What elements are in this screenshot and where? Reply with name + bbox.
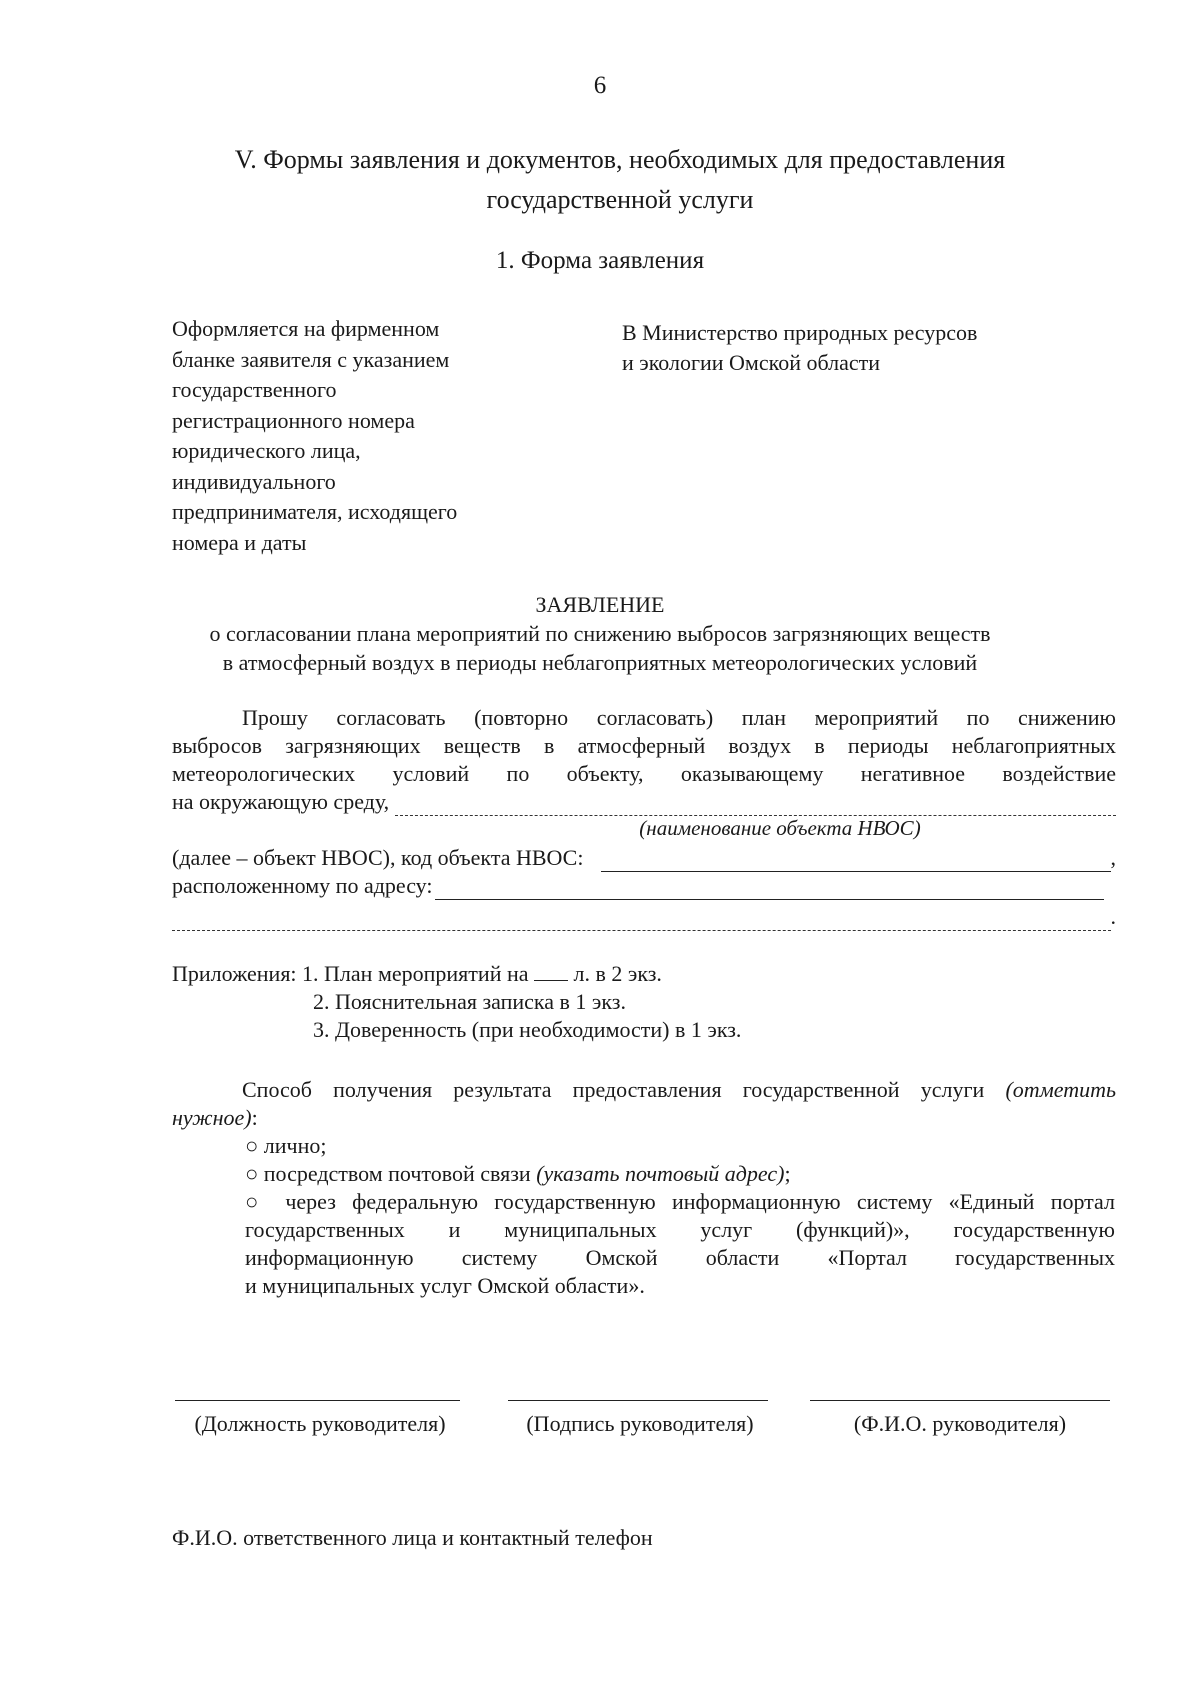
application-subject-line: в атмосферный воздух в периоды неблагоприятных метеорологических условий: [222, 650, 978, 675]
code-line-text: (далее – объект НВОС), код объекта НВОС:: [172, 845, 584, 870]
note-line: бланке заявителя с указанием: [172, 346, 450, 372]
delivery-option-portal[interactable]: ○ через федеральную государственную информационную систему «Единый портал: [245, 1189, 1115, 1214]
note-line: юридического лица,: [172, 438, 361, 463]
signature-line[interactable]: [508, 1400, 768, 1401]
attachment-item-3: 3. Доверенность (при необходимости) в 1 экз.: [313, 1017, 742, 1042]
signature-caption: (Подпись руководителя): [526, 1411, 754, 1436]
note-line: регистрационного номера: [172, 407, 415, 433]
address-row: [172, 872, 1116, 900]
application-subject-line: о согласовании плана мероприятий по снижению выбросов загрязняющих веществ: [209, 621, 991, 646]
portal-option-line: государственных и муниципальных услуг (функций)», государственную: [245, 1217, 1115, 1242]
body-line: выбросов загрязняющих веществ в атмосферный воздух в периоды неблагоприятных: [172, 733, 1116, 758]
application-heading: ЗАЯВЛЕНИЕ: [535, 592, 665, 617]
attachments-row: [172, 960, 662, 988]
delivery-intro-italic-2: нужное): [172, 1105, 252, 1130]
post-option-end: ;: [784, 1161, 791, 1186]
address-field-2[interactable]: [172, 910, 1111, 931]
address-line-end: .: [1110, 904, 1116, 929]
delivery-intro-text: Способ получения результата предоставления государственной услуги: [242, 1077, 985, 1102]
note-line: номера и даты: [172, 529, 307, 555]
position-caption: (Должность руководителя): [194, 1411, 446, 1436]
pages-count-field[interactable]: [534, 962, 568, 981]
env-line-text: на окружающую среду,: [172, 789, 390, 814]
delivery-option-in-person[interactable]: ○ лично;: [245, 1133, 327, 1158]
address-field[interactable]: [435, 879, 1104, 900]
object-name-row: [172, 788, 1116, 816]
attachment-item-1-suffix: л. в 2 экз.: [573, 961, 662, 986]
attachment-item-2: 2. Пояснительная записка в 1 экз.: [313, 989, 626, 1014]
post-option-text: ○ посредством почтовой связи: [245, 1161, 531, 1186]
code-line-end: ,: [1110, 845, 1116, 870]
note-line: предпринимателя, исходящего: [172, 499, 458, 524]
application-heading-block: [120, 590, 1080, 677]
attachment-item-1: 1. План мероприятий на: [302, 961, 529, 986]
name-caption: (Ф.И.О. руководителя): [853, 1411, 1067, 1436]
delivery-intro-cont: [172, 1104, 258, 1132]
section-title-line: V. Формы заявления и документов, необходимых для предоставления: [234, 145, 1006, 174]
address-line-text: расположенному по адресу:: [172, 873, 433, 898]
addressee-block: [622, 318, 1042, 378]
position-signature-line[interactable]: [175, 1400, 460, 1401]
object-name-field[interactable]: [395, 795, 1116, 816]
addressee-line: В Министерство природных ресурсов: [622, 320, 978, 345]
delivery-intro-colon: :: [251, 1105, 258, 1130]
note-line: индивидуального: [172, 468, 336, 494]
note-line: Оформляется на фирменном: [172, 316, 440, 341]
post-option-hint: (указать почтовый адрес): [536, 1161, 785, 1186]
section-title: [170, 140, 1070, 220]
body-line: метеорологических условий по объекту, оказывающему негативное воздействие: [172, 761, 1116, 786]
letterhead-note: [172, 314, 512, 558]
contact-line: Ф.И.О. ответственного лица и контактный телефон: [172, 1525, 653, 1550]
address-row-2: [172, 903, 1116, 931]
object-code-field[interactable]: [601, 851, 1110, 872]
portal-option-line: информационную систему Омской области «Портал государственных: [245, 1245, 1115, 1270]
delivery-option-post[interactable]: [245, 1160, 1115, 1188]
page-number: 6: [593, 72, 607, 99]
object-code-row: [172, 844, 1116, 872]
form-title: 1. Форма заявления: [495, 247, 705, 274]
delivery-intro-italic: (отметить: [1005, 1077, 1116, 1102]
addressee-line: и экологии Омской области: [622, 350, 881, 375]
body-line: Прошу согласовать (повторно согласовать) план мероприятий по снижению: [242, 705, 1116, 730]
attachments-label: Приложения:: [172, 961, 297, 986]
name-signature-line[interactable]: [810, 1400, 1110, 1401]
section-title-line: государственной услуги: [486, 185, 754, 214]
portal-option-line: и муниципальных услуг Омской области».: [245, 1273, 645, 1298]
note-line: государственного: [172, 377, 337, 402]
object-name-caption: (наименование объекта НВОС): [639, 816, 921, 840]
delivery-intro: [172, 1076, 1116, 1104]
